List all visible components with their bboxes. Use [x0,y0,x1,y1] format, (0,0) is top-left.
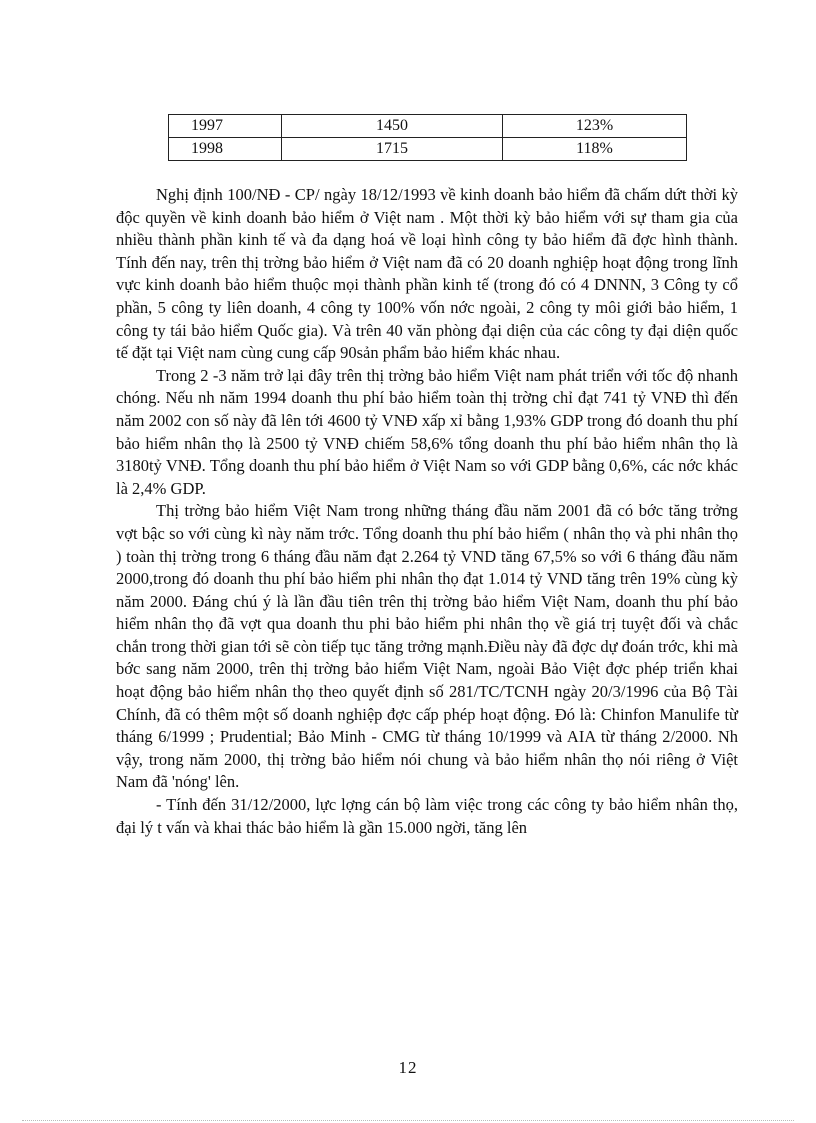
year-cell: 1997 [169,115,282,138]
paragraph: Thị trờng bảo hiểm Việt Nam trong những tháng đầu năm 2001 đã có bớc tăng trởng vợt bậc so với cùng kì này năm trớc. Tổng doanh thu phí bảo hiểm ( nhân thọ và phi nhân thọ ) toàn thị trờng trong 6 tháng đầu năm đạt 2.264 tỷ VND tăng 67,5% so với 6 tháng đầu năm 2000,trong đó doanh thu phí bảo hiểm phi nhân thọ đạt 1.014 tỷ VND tăng trên 19% cùng kỳ năm 2000. Đáng chú ý là lần đầu tiên trên thị trờng bảo hiểm Việt Nam, doanh thu phí bảo hiểm nhân thọ đã vợt qua doanh thu phi bảo hiểm phi nhân thọ về giá trị tuyệt đối và chắc chắn trong thời gian tới sẽ còn tiếp tục tăng trởng mạnh.Điều này đã đợc dự đoán trớc, khi mà bớc sang năm 2000, trên thị trờng bảo hiểm Việt Nam, ngoài Bảo Việt đợc phép triển khai hoạt động bảo hiểm nhân thọ theo quyết định số 281/TC/TCNH ngày 20/3/1996 của Bộ Tài Chính, đã có thêm một số doanh nghiệp đợc cấp phép hoạt động. Đó là: Chinfon Manulife từ tháng 6/1999 ; Prudential; Bảo Minh - CMG từ tháng 10/1999 và AIA từ tháng 2/2000. Nh vậy, trong năm 2000, thị trờng bảo hiểm nói chung và bảo hiểm nhân thọ nói riêng ở Việt Nam đã 'nóng' lên. [116,501,738,792]
percent-cell: 118% [503,138,687,161]
table-row [169,115,687,138]
value-cell: 1715 [282,138,503,161]
table-row [169,138,687,161]
table-body [169,115,687,161]
percent-cell: 123% [503,115,687,138]
page-edge-divider [22,1120,794,1121]
body-text [116,184,738,839]
paragraph: - Tính đến 31/12/2000, lực lợng cán bộ làm việc trong các công ty bảo hiểm nhân thọ, đại lý t vấn và khai thác bảo hiểm là gần 15.000 ngời, tăng lên [116,795,738,837]
premium-growth-table [168,114,687,161]
paragraph: Nghị định 100/NĐ - CP/ ngày 18/12/1993 về kinh doanh bảo hiểm đã chấm dứt thời kỳ độc quyền về kinh doanh bảo hiểm ở Việt nam . Một thời kỳ bảo hiểm với sự tham gia của nhiều thành phần kinh tế và đa dạng hoá về loại hình công ty bảo hiểm đã đợc hình thành. Tính đến nay, trên thị trờng bảo hiểm ở Việt nam đã có 20 doanh nghiệp hoạt động trong lĩnh vực kinh doanh bảo hiểm thuộc mọi thành phần kinh tế (trong đó có 4 DNNN, 3 Công ty cổ phần, 5 công ty liên doanh, 4 công ty 100% vốn nớc ngoài, 2 công ty môi giới bảo hiểm, 1 công ty tái bảo hiểm Quốc gia). Và trên 40 văn phòng đại diện của các công ty đại diện quốc tế đặt tại Việt nam cùng cung cấp 90sản phẩm bảo hiểm khác nhau. [116,185,738,363]
value-cell: 1450 [282,115,503,138]
page-number: 12 [398,1058,418,1077]
paragraph: Trong 2 -3 năm trở lại đây trên thị trờng bảo hiểm Việt nam phát triển với tốc độ nhanh chóng. Nếu nh năm 1994 doanh thu phí bảo hiểm toàn thị trờng chỉ đạt 741 tỷ VNĐ thì đến năm 2002 con số này đã lên tới 4600 tỷ VNĐ xấp xỉ bằng 1,93% GDP trong đó doanh thu phí bảo hiểm nhân thọ là 2500 tỷ VNĐ chiếm 58,6% tổng doanh thu phí bảo hiểm nhân thọ là 3180tỷ VNĐ. Tổng doanh thu phí bảo hiểm ở Việt Nam so với GDP bằng 0,6%, các nớc khác là 2,4% GDP. [116,365,738,498]
year-cell: 1998 [169,138,282,161]
